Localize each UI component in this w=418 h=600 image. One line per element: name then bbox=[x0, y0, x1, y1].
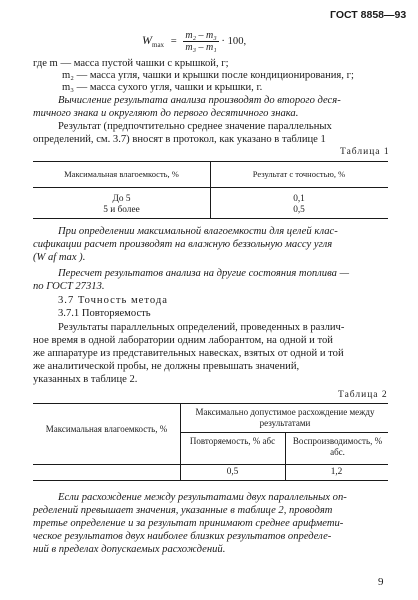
formula-fraction bbox=[183, 30, 218, 53]
paragraph-discrepancy-line4: ческое результатов двух наиболее близких результатов определе- bbox=[33, 531, 332, 542]
definition-m2: m₂ — масса угля, чашки и крышки после кондиционирования, г; bbox=[62, 70, 354, 81]
paragraph-result-line1: Результат (предпочтительно среднее значение параллельных bbox=[58, 121, 332, 132]
formula-factor: · 100, bbox=[221, 35, 247, 47]
formula-numerator: m₂ – m₃ bbox=[185, 30, 217, 41]
paragraph-discrepancy-line1: Если расхождение между результатами двух параллельных оп- bbox=[58, 492, 347, 503]
table2-value-repeatability: 0,5 bbox=[226, 467, 239, 477]
paragraph-repeat-line3: же аппаратуре из представительных навесках, взятых от одной и той bbox=[33, 348, 344, 359]
table1-header-accuracy: Результат с точностью, % bbox=[252, 169, 346, 179]
table2-value-reproducibility: 1,2 bbox=[330, 467, 343, 477]
formula-lhs: W bbox=[142, 32, 152, 47]
table2-group-header: Максимально допустимое расхождение между результатами bbox=[195, 407, 375, 428]
paragraph-max-line3: (W af max ). bbox=[33, 252, 86, 263]
paragraph-discrepancy-line2: ределений превышает значения, указанные в таблице 2, проводят bbox=[33, 505, 333, 516]
paragraph-repeat-line5: указанных в таблице 2. bbox=[33, 374, 138, 385]
section-title: 3.7 Точность метода bbox=[58, 295, 168, 306]
paragraph-max-line2: сификации расчет производят на влажную беззольную массу угля bbox=[33, 239, 333, 250]
table2-row-header: Максимальная влагоемкость, % bbox=[45, 424, 168, 434]
formula-denominator: m₃ – m₁ bbox=[185, 42, 217, 53]
paragraph-repeat-line2: ное время в одной лаборатории одним лаборантом, на одной и той bbox=[33, 335, 333, 346]
definition-m: где m — масса пустой чашки с крышкой, г; bbox=[33, 58, 229, 69]
table1-caption: Таблица 1 bbox=[340, 147, 390, 157]
page-number: 9 bbox=[378, 576, 384, 588]
table1-row2-accuracy: 0,5 bbox=[293, 205, 305, 215]
table2-caption: Таблица 2 bbox=[338, 390, 388, 400]
table1-header-moisture: Максимальная влагоемкость, % bbox=[64, 169, 179, 179]
paragraph-recalc-line1: Пересчет результатов анализа на другие состояния топлива — bbox=[58, 268, 349, 279]
paragraph-calc-line1: Вычисление результата анализа производят до второго деся- bbox=[58, 95, 341, 106]
paragraph-discrepancy-line3: третье определение и за результат принимают среднее арифмети- bbox=[33, 518, 344, 529]
paragraph-max-line1: При определении максимальной влагоемкости для целей клас- bbox=[58, 226, 338, 237]
paragraph-repeat-line1: Результаты параллельных определений, проведенных в различ- bbox=[58, 322, 345, 333]
paragraph-result-line2: определений, см. 3.7) вносят в протокол, как указано в таблице 1 bbox=[33, 134, 326, 145]
paragraph-discrepancy-line5: ний в пределах допускаемых расхождений. bbox=[33, 544, 226, 555]
paragraph-repeat-line4: же аналитической пробы, не должны превышать значений, bbox=[33, 361, 300, 372]
formula-lhs-sub: max bbox=[152, 41, 165, 50]
table2-header-reproducibility: Воспроизводимость, % абс. bbox=[292, 436, 383, 457]
formula: $W_{max}$ = $\frac{\text{m₂ – m₃}}{\text{m₃ – m₁}}$ · 100, bbox=[142, 30, 247, 53]
paragraph-recalc-line2: по ГОСТ 27313. bbox=[33, 281, 105, 292]
definition-m3: m₃ — масса сухого угля, чашки и крышки, г. bbox=[62, 82, 263, 93]
section-subtitle: 3.7.1 Повторяемость bbox=[58, 308, 151, 319]
document-header: ГОСТ 8858—93 bbox=[330, 9, 407, 21]
table1-row1-moisture: До 5 bbox=[112, 194, 131, 204]
paragraph-calc-line2: тичного знака и округляют до первого десятичного знака. bbox=[33, 108, 299, 119]
table2-header-repeatability: Повторяемость, % абс bbox=[189, 436, 276, 446]
table1-row2-moisture: 5 и более bbox=[103, 205, 140, 215]
table1-row1-accuracy: 0,1 bbox=[293, 194, 305, 204]
